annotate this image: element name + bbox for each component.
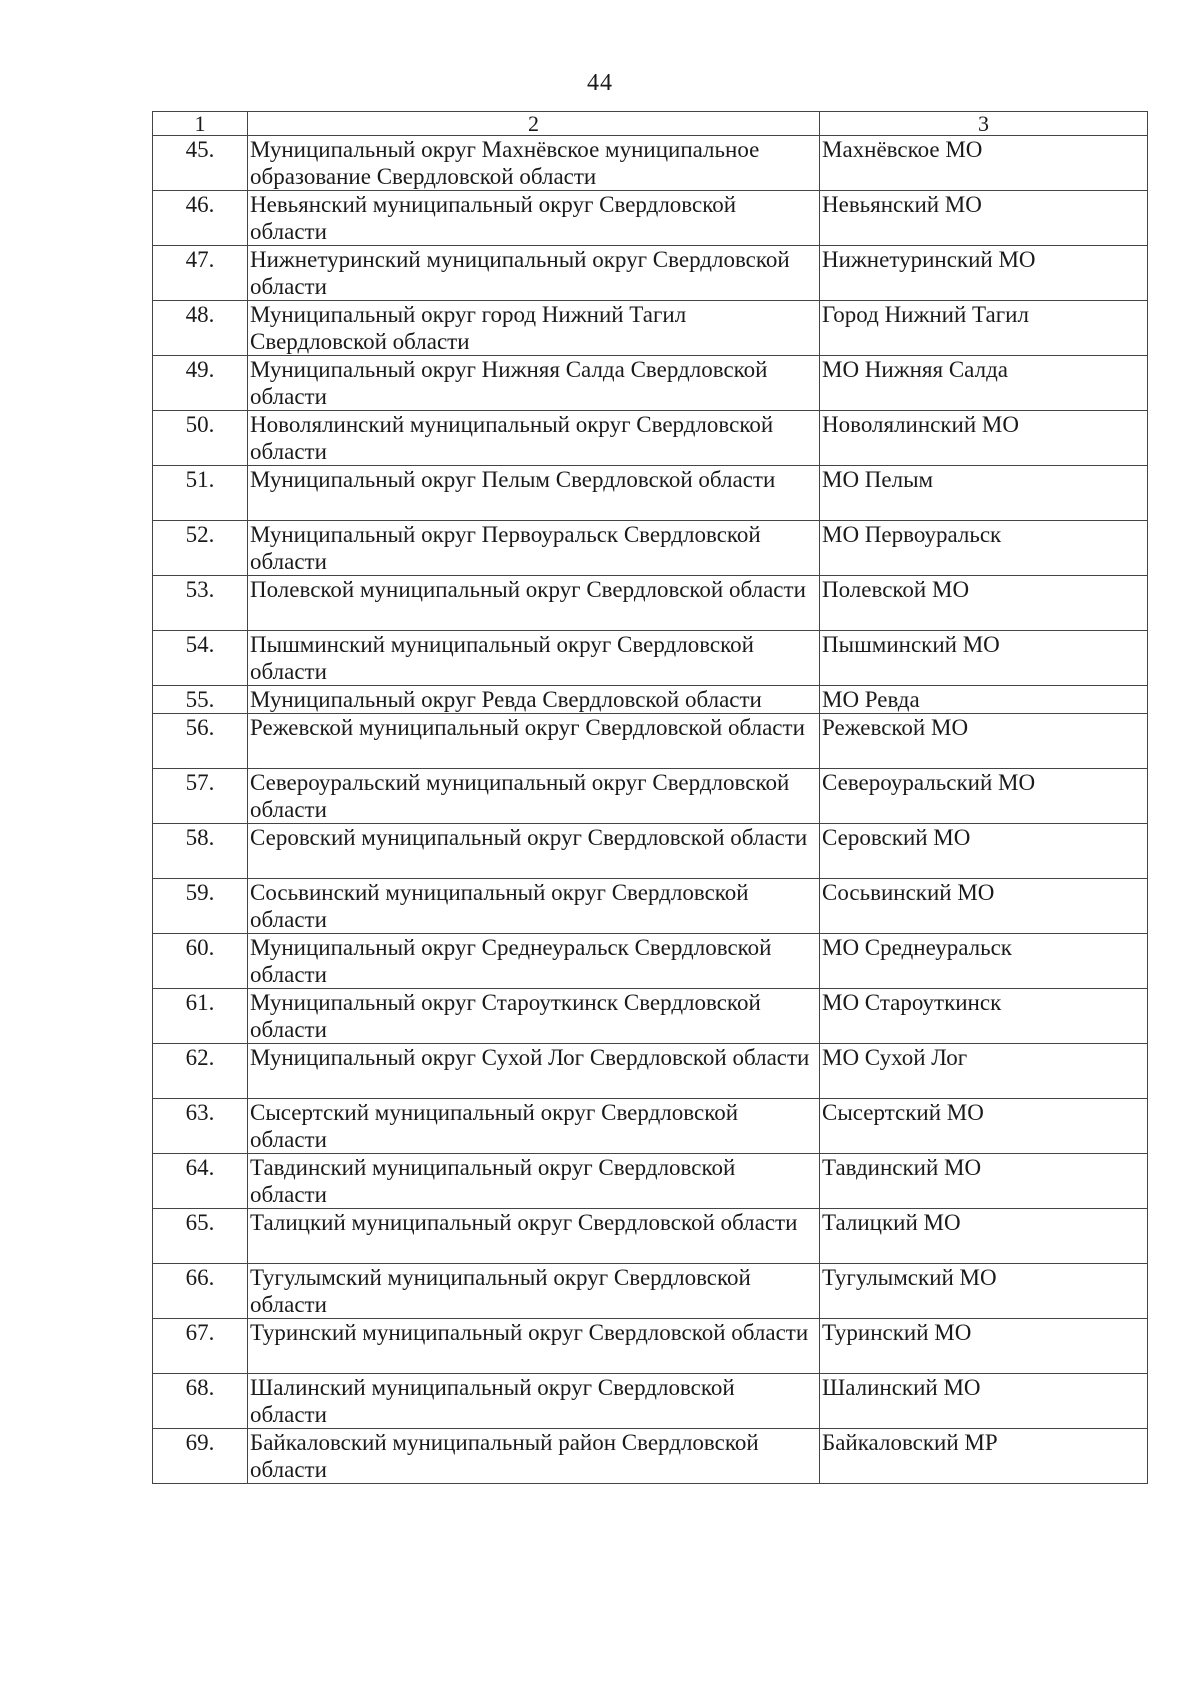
row-number: 55. <box>153 686 248 714</box>
municipality-short-name: МО Первоуральск <box>820 521 1148 576</box>
table-row <box>153 136 1148 191</box>
page-number: 44 <box>587 70 613 96</box>
municipality-full-name: Новолялинский муниципальный округ Свердловской области <box>248 411 820 466</box>
municipality-short-name: МО Пелым <box>820 466 1148 521</box>
row-number: 50. <box>153 411 248 466</box>
column-header-number: 1 <box>153 112 248 136</box>
municipality-full-name: Муниципальный округ Ревда Свердловской области <box>248 686 820 714</box>
municipality-short-name: Шалинский МО <box>820 1374 1148 1429</box>
table-row <box>153 1099 1148 1154</box>
municipality-full-name: Нижнетуринский муниципальный округ Свердловской области <box>248 246 820 301</box>
municipality-short-name: МО Ревда <box>820 686 1148 714</box>
table-row <box>153 769 1148 824</box>
municipality-full-name: Сысертский муниципальный округ Свердловской области <box>248 1099 820 1154</box>
row-number: 51. <box>153 466 248 521</box>
municipality-full-name: Туринский муниципальный округ Свердловской области <box>248 1319 820 1374</box>
table-row <box>153 631 1148 686</box>
municipality-short-name: Махнёвское МО <box>820 136 1148 191</box>
municipality-full-name: Тугулымский муниципальный округ Свердловской области <box>248 1264 820 1319</box>
row-number: 69. <box>153 1429 248 1484</box>
table-row <box>153 301 1148 356</box>
municipality-short-name: Пышминский МО <box>820 631 1148 686</box>
table-row <box>153 411 1148 466</box>
table-row <box>153 934 1148 989</box>
municipality-full-name: Североуральский муниципальный округ Свердловской области <box>248 769 820 824</box>
row-number: 45. <box>153 136 248 191</box>
municipality-full-name: Муниципальный округ Нижняя Салда Свердловской области <box>248 356 820 411</box>
municipality-short-name: Тавдинский МО <box>820 1154 1148 1209</box>
municipality-full-name: Полевской муниципальный округ Свердловской области <box>248 576 820 631</box>
row-number: 46. <box>153 191 248 246</box>
municipality-short-name: Туринский МО <box>820 1319 1148 1374</box>
row-number: 52. <box>153 521 248 576</box>
table-header-row <box>153 112 1148 136</box>
municipality-full-name: Муниципальный округ Первоуральск Свердловской области <box>248 521 820 576</box>
table-row <box>153 246 1148 301</box>
table-row <box>153 466 1148 521</box>
table-row <box>153 879 1148 934</box>
municipality-full-name: Режевской муниципальный округ Свердловской области <box>248 714 820 769</box>
table-row <box>153 824 1148 879</box>
municipality-short-name: Невьянский МО <box>820 191 1148 246</box>
municipality-short-name: Нижнетуринский МО <box>820 246 1148 301</box>
row-number: 66. <box>153 1264 248 1319</box>
municipality-short-name: Новолялинский МО <box>820 411 1148 466</box>
row-number: 53. <box>153 576 248 631</box>
municipality-full-name: Муниципальный округ Сухой Лог Свердловской области <box>248 1044 820 1099</box>
table-row <box>153 1374 1148 1429</box>
row-number: 65. <box>153 1209 248 1264</box>
table-row <box>153 989 1148 1044</box>
municipality-short-name: Сысертский МО <box>820 1099 1148 1154</box>
row-number: 63. <box>153 1099 248 1154</box>
municipality-short-name: Город Нижний Тагил <box>820 301 1148 356</box>
row-number: 57. <box>153 769 248 824</box>
municipality-short-name: Серовский МО <box>820 824 1148 879</box>
table-row <box>153 576 1148 631</box>
table-row <box>153 686 1148 714</box>
row-number: 47. <box>153 246 248 301</box>
row-number: 64. <box>153 1154 248 1209</box>
column-header-short-name: 3 <box>820 112 1148 136</box>
municipality-short-name: МО Среднеуральск <box>820 934 1148 989</box>
municipality-full-name: Пышминский муниципальный округ Свердловской области <box>248 631 820 686</box>
row-number: 54. <box>153 631 248 686</box>
table-row <box>153 191 1148 246</box>
municipality-full-name: Муниципальный округ Староуткинск Свердловской области <box>248 989 820 1044</box>
row-number: 62. <box>153 1044 248 1099</box>
municipality-short-name: Североуральский МО <box>820 769 1148 824</box>
municipality-short-name: МО Сухой Лог <box>820 1044 1148 1099</box>
row-number: 56. <box>153 714 248 769</box>
municipality-short-name: Сосьвинский МО <box>820 879 1148 934</box>
municipality-full-name: Сосьвинский муниципальный округ Свердловской области <box>248 879 820 934</box>
municipality-full-name: Муниципальный округ Пелым Свердловской области <box>248 466 820 521</box>
municipality-short-name: МО Староуткинск <box>820 989 1148 1044</box>
municipalities-table <box>152 111 1148 1484</box>
municipality-full-name: Муниципальный округ Среднеуральск Свердловской области <box>248 934 820 989</box>
municipality-full-name: Талицкий муниципальный округ Свердловской области <box>248 1209 820 1264</box>
row-number: 67. <box>153 1319 248 1374</box>
table-row <box>153 1154 1148 1209</box>
table-row <box>153 356 1148 411</box>
table-row <box>153 1044 1148 1099</box>
table-body <box>153 136 1148 1484</box>
table-row <box>153 1264 1148 1319</box>
table-row <box>153 521 1148 576</box>
municipality-full-name: Тавдинский муниципальный округ Свердловской области <box>248 1154 820 1209</box>
column-header-full-name: 2 <box>248 112 820 136</box>
municipality-short-name: МО Нижняя Салда <box>820 356 1148 411</box>
municipality-full-name: Серовский муниципальный округ Свердловской области <box>248 824 820 879</box>
municipality-full-name: Шалинский муниципальный округ Свердловской области <box>248 1374 820 1429</box>
row-number: 59. <box>153 879 248 934</box>
row-number: 48. <box>153 301 248 356</box>
table-row <box>153 1319 1148 1374</box>
municipality-full-name: Муниципальный округ город Нижний Тагил Свердловской области <box>248 301 820 356</box>
municipality-full-name: Байкаловский муниципальный район Свердловской области <box>248 1429 820 1484</box>
municipality-short-name: Режевской МО <box>820 714 1148 769</box>
row-number: 58. <box>153 824 248 879</box>
municipality-short-name: Талицкий МО <box>820 1209 1148 1264</box>
row-number: 60. <box>153 934 248 989</box>
row-number: 61. <box>153 989 248 1044</box>
table-row <box>153 1209 1148 1264</box>
row-number: 49. <box>153 356 248 411</box>
municipality-short-name: Байкаловский МР <box>820 1429 1148 1484</box>
row-number: 68. <box>153 1374 248 1429</box>
municipality-full-name: Муниципальный округ Махнёвское муниципальное образование Свердловской области <box>248 136 820 191</box>
table-row <box>153 1429 1148 1484</box>
municipality-short-name: Полевской МО <box>820 576 1148 631</box>
municipality-full-name: Невьянский муниципальный округ Свердловской области <box>248 191 820 246</box>
municipality-short-name: Тугулымский МО <box>820 1264 1148 1319</box>
table-row <box>153 714 1148 769</box>
